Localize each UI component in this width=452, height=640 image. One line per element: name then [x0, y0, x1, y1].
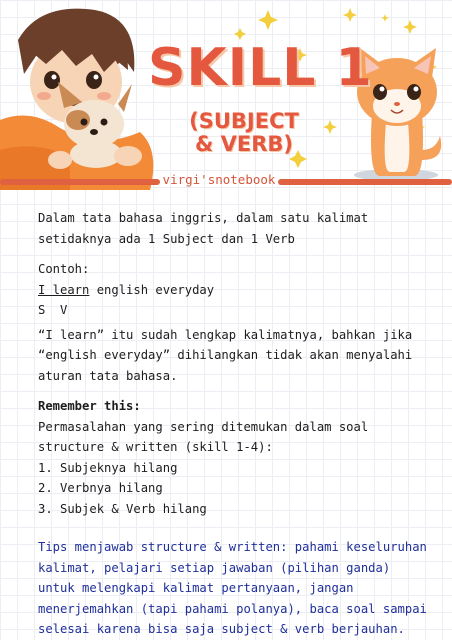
example-sentence	[38, 280, 428, 301]
example-marks: S V	[38, 303, 68, 317]
list-item: 2. Verbnya hilang	[38, 481, 163, 495]
note-content	[38, 208, 428, 640]
page-subtitle: (SUBJECT & VERB)	[189, 109, 299, 156]
list-item: 3. Subjek & Verb hilang	[38, 501, 207, 516]
tips-paragraph: Tips menjawab structure & written: pahami keseluruhan kalimat, pelajari setiap jawaban (pilihan ganda) untuk melengkapi kalimat pertanyaan, jangan menerjemahkan (tapi pahami polanya), baca soal sampai selesai karena bisa saja subject & verb berjauhan.	[38, 540, 427, 636]
brand-bar-right	[278, 179, 452, 185]
example-label: Contoh:	[38, 262, 90, 276]
example-subject: I learn	[38, 282, 90, 297]
header-banner	[0, 0, 452, 195]
brand-label: virgi'snotebook	[162, 172, 276, 187]
list-item: 1. Subjeknya hilang	[38, 460, 178, 475]
explanation-paragraph: “I learn” itu sudah lengkap kalimatnya, bahkan jika “english everyday” dihilangkan tidak akan menyalahi aturan tata bahasa.	[38, 327, 413, 383]
remember-title: Remember this:	[38, 399, 141, 413]
remember-intro: Permasalahan yang sering ditemukan dalam soal structure & written (skill 1-4):	[38, 419, 369, 454]
brand-bar-left	[0, 179, 160, 185]
example-rest: english everyday	[89, 282, 215, 297]
intro-paragraph: Dalam tata bahasa inggris, dalam satu kalimat setidaknya ada 1 Subject dan 1 Verb	[38, 211, 369, 246]
page-title: SKILL 1	[148, 38, 373, 98]
